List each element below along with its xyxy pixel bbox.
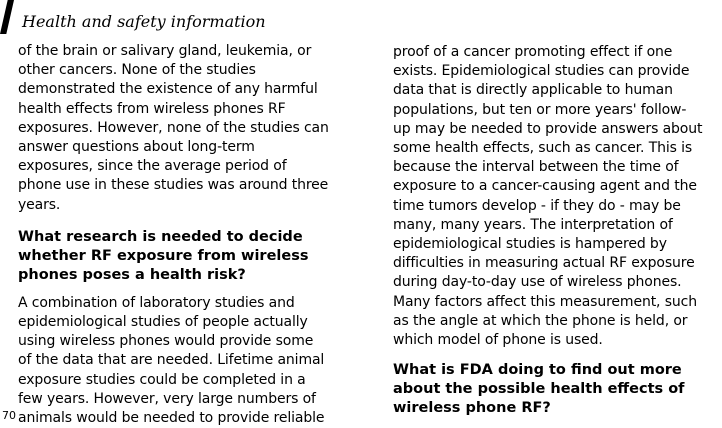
right-paragraph-1 — [393, 43, 722, 350]
heading-line: wireless phone RF? — [393, 400, 551, 417]
text-line: using wireless phones would provide some — [18, 333, 314, 350]
left-paragraph-2 — [18, 294, 353, 428]
text-line: exposure to a cancer-causing agent and the — [393, 178, 697, 195]
text-line: difficulties in measuring actual RF exposure — [393, 255, 695, 272]
text-line: proof of a cancer promoting effect if one — [393, 44, 673, 60]
text-line: which model of phone is used. — [393, 332, 603, 349]
heading-line: about the possible health effects of — [393, 381, 685, 398]
text-line: populations, but ten or more years' follow- — [393, 101, 687, 118]
text-line: exposure studies could be completed in a — [18, 371, 306, 388]
text-line: exists. Epidemiological studies can provide — [393, 63, 690, 80]
text-line: of the data that are needed. Lifetime animal — [18, 352, 325, 369]
text-line: because the interval between the time of — [393, 159, 679, 176]
text-line: of the brain or salivary gland, leukemia, or — [18, 43, 312, 59]
text-line: few years. However, very large numbers of — [18, 390, 316, 407]
text-line: many, many years. The interpretation of — [393, 216, 673, 233]
text-line: during day-to-day use of wireless phones. — [393, 274, 682, 291]
text-line: data that is directly applicable to human — [393, 82, 673, 99]
left-column — [18, 42, 353, 428]
text-line: years. — [18, 196, 61, 213]
text-line: A combination of laboratory studies and — [18, 294, 295, 311]
text-line: epidemiological studies is hampered by — [393, 236, 667, 253]
text-line: phone use in these studies was around three — [18, 177, 329, 194]
text-line: time tumors develop - if they do - may be — [393, 197, 681, 214]
left-paragraph-1 — [18, 42, 353, 215]
text-line: Many factors affect this measurement, such — [393, 293, 697, 310]
text-line: health effects from wireless phones RF — [18, 100, 286, 117]
text-line: epidemiological studies of people actually — [18, 314, 308, 331]
text-line: answer questions about long-term — [18, 139, 255, 156]
page-number: 70 — [2, 409, 16, 422]
heading-line: What research is needed to decide — [18, 228, 303, 245]
page-header-title: Health and safety information — [22, 12, 266, 31]
text-line: demonstrated the existence of any harmful — [18, 81, 318, 98]
heading-line: whether RF exposure from wireless — [18, 247, 309, 264]
section-heading-fda-doing — [393, 361, 722, 418]
header-accent-bar — [0, 0, 14, 34]
heading-line: What is FDA doing to find out more — [393, 362, 682, 379]
right-column — [393, 43, 722, 418]
text-line: as the angle at which the phone is held, or — [393, 312, 688, 329]
text-line: other cancers. None of the studies — [18, 62, 256, 79]
text-line: exposures, since the average period of — [18, 158, 287, 175]
text-line: some health effects, such as cancer. This is — [393, 140, 693, 157]
text-line: up may be needed to provide answers about — [393, 120, 703, 137]
text-line: exposures. However, none of the studies can — [18, 119, 329, 136]
section-heading-research-needed — [18, 228, 353, 285]
heading-line: phones poses a health risk? — [18, 266, 246, 283]
text-line: animals would be needed to provide reliable — [18, 410, 325, 427]
